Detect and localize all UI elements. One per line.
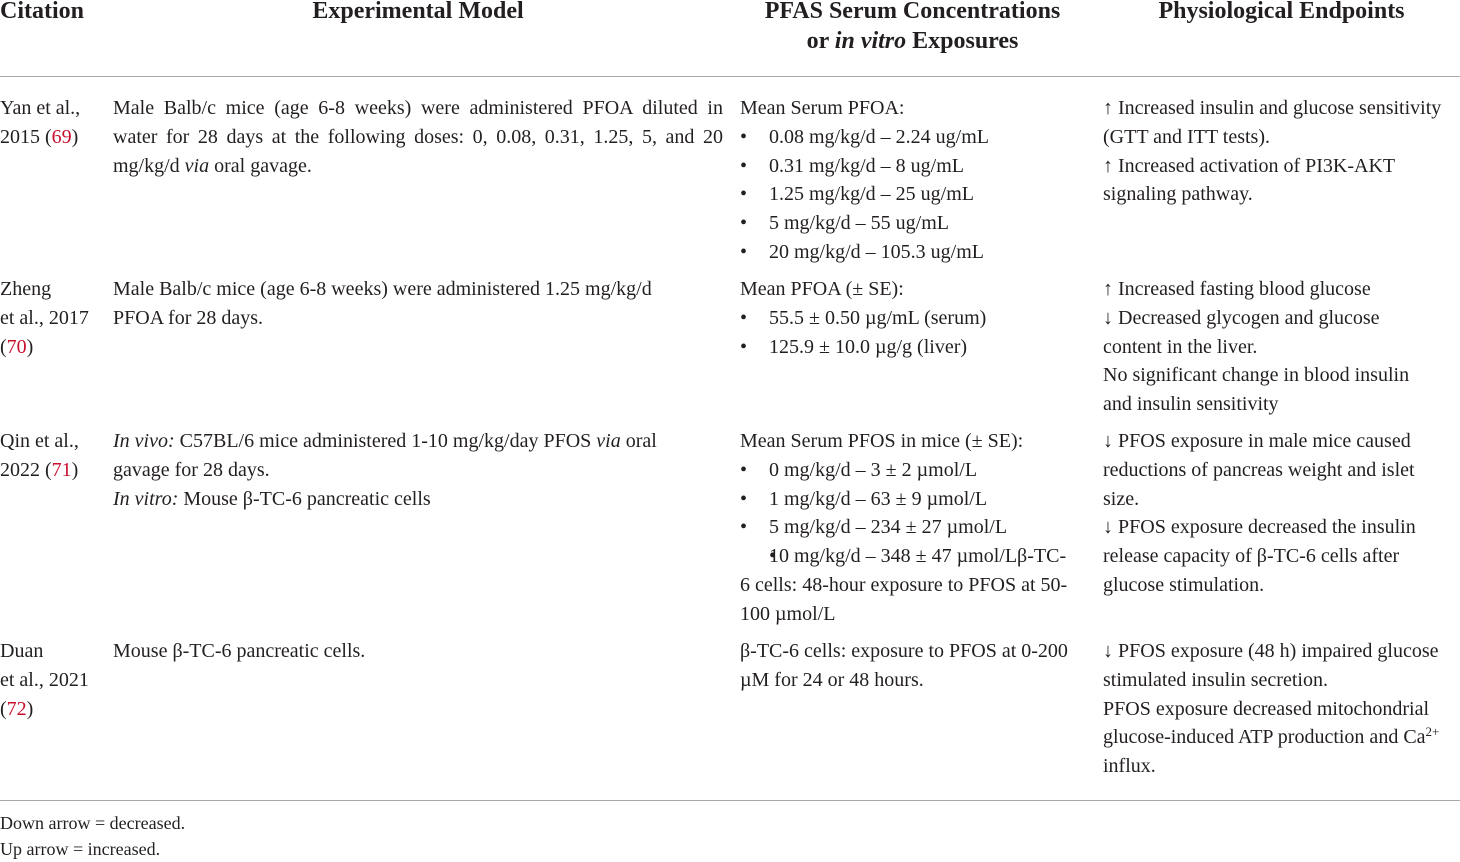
list-item: • 0.31 mg/kg/d – 8 ug/mL (740, 152, 1080, 181)
reference-link-72[interactable]: 72 (6, 697, 27, 720)
row3-citation: Qin et al., 2022 (71) (0, 430, 79, 481)
row3-concentrations: Mean Serum PFOS in mice (± SE): • 0 mg/kg/d – 3 ± 2 µmol/L • 1 mg/kg/d – 63 ± 9 µmol/L • 5 mg/kg/d – 234 ± 27 µmol/L • 10 mg/kg/d – 348 ± 47 µmol/Lβ-TC-6 cells: 48-hour exposure to PFOS at 50-100 µmol/L (740, 427, 1075, 629)
row2-citation: Zheng et al., 2017 (70) (0, 278, 89, 358)
list-item: • 125.9 ± 10.0 µg/g (liver) (740, 333, 1080, 362)
row3-model: In vivo: C57BL/6 mice administered 1-10 mg/kg/day PFOS via oral gavage for 28 days. In vitro: Mouse β-TC-6 pancreatic cells (113, 430, 657, 510)
reference-link-70[interactable]: 70 (6, 335, 27, 358)
header-experimental-model: Experimental Model (312, 0, 524, 24)
row1-concentrations: Mean Serum PFOA: • 0.08 mg/kg/d – 2.24 ug/mL • 0.31 mg/kg/d – 8 ug/mL • 1.25 mg/kg/d – 25 ug/mL • 5 mg/kg/d – 55 ug/mL • 20 mg/kg/d – 105.3 ug/mL (740, 94, 1080, 267)
header-conc-line2: or in vitro Exposures (806, 28, 1019, 54)
row2-concentrations: Mean PFOA (± SE): • 55.5 ± 0.50 µg/mL (serum) • 125.9 ± 10.0 µg/g (liver) (740, 275, 1080, 361)
reference-link-71[interactable]: 71 (51, 458, 72, 481)
header-citation: Citation (0, 0, 84, 24)
row4-endpoints: ↓ PFOS exposure (48 h) impaired glucose stimulated insulin secretion. PFOS exposure decreased mitochondrial glucose-induced ATP production and $Ca^{2+}$ influx. (1103, 640, 1440, 778)
row2-endpoints: ↑ Increased fasting blood glucose ↓ Decreased glycogen and glucose content in the liver. No significant change in blood insulin and insulin sensitivity (1103, 278, 1410, 416)
row3-endpoints: ↓ PFOS exposure in male mice caused reductions of pancreas weight and islet size. ↓ PFOS exposure decreased the insulin release capacity of β-TC-6 cells after glucose stimulation. (1103, 430, 1416, 596)
table-bottom-divider (0, 800, 1460, 801)
row4-citation: Duan et al., 2021 (72) (0, 640, 89, 720)
row1-citation: Yan et al., 2015 (69) (0, 97, 81, 148)
list-item: • 20 mg/kg/d – 105.3 ug/mL (740, 238, 1080, 267)
list-item: • 5 mg/kg/d – 234 ± 27 µmol/L (740, 513, 1075, 542)
list-item: • 0 mg/kg/d – 3 ± 2 µmol/L (740, 456, 1075, 485)
row1-endpoints: ↑ Increased insulin and glucose sensitivity (GTT and ITT tests). ↑ Increased activation of PI3K-AKT signaling pathway. (1103, 97, 1442, 206)
row1-model: Male Balb/c mice (age 6-8 weeks) were administered PFOA diluted in water for 28 days at the following doses: 0, 0.08, 0.31, 1.25, 5, and 20 mg/kg/d via oral gavage. (113, 97, 723, 177)
list-item: • 10 mg/kg/d – 348 ± 47 µmol/Lβ-TC-6 cells: 48-hour exposure to PFOS at 50-100 µmol/L (740, 542, 1075, 628)
list-item: • 0.08 mg/kg/d – 2.24 ug/mL (740, 123, 1080, 152)
row4-concentrations: β-TC-6 cells: exposure to PFOS at 0-200 µM for 24 or 48 hours. (740, 640, 1068, 691)
footnote-up-arrow: Up arrow = increased. (0, 839, 161, 859)
header-physiological-endpoints: Physiological Endpoints (1158, 0, 1405, 24)
reference-link-69[interactable]: 69 (51, 125, 72, 148)
row4-model: Mouse β-TC-6 pancreatic cells. (113, 640, 366, 662)
list-item: • 55.5 ± 0.50 µg/mL (serum) (740, 304, 1080, 333)
row2-model: Male Balb/c mice (age 6-8 weeks) were administered 1.25 mg/kg/d PFOA for 28 days. (113, 278, 652, 329)
list-item: • 1.25 mg/kg/d – 25 ug/mL (740, 180, 1080, 209)
header-conc-line1: PFAS Serum Concentrations (764, 0, 1061, 24)
header-divider (0, 76, 1460, 77)
list-item: • 1 mg/kg/d – 63 ± 9 µmol/L (740, 485, 1075, 514)
list-item: • 5 mg/kg/d – 55 ug/mL (740, 209, 1080, 238)
footnote-down-arrow: Down arrow = decreased. (0, 813, 186, 833)
header-pfas-concentrations (740, 0, 1085, 56)
